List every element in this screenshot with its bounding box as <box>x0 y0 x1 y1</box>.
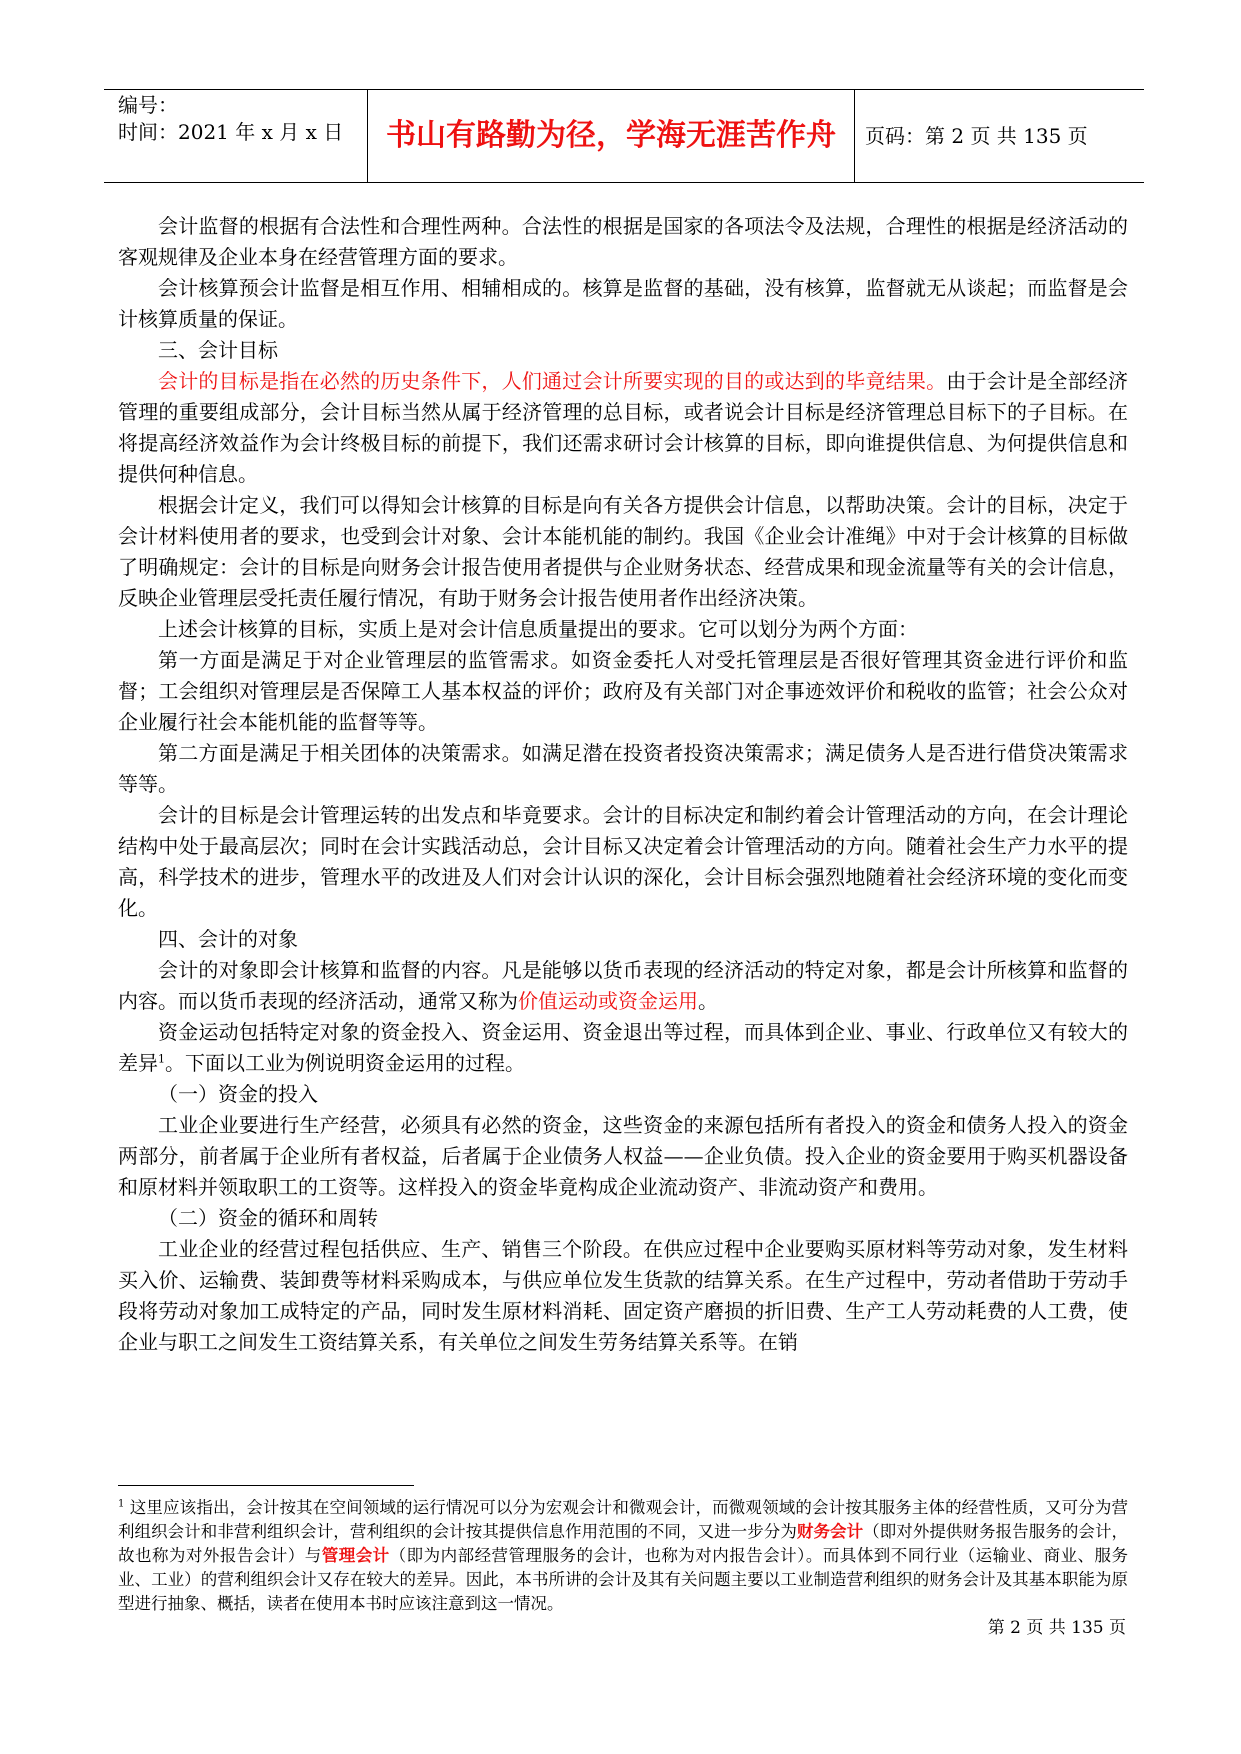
footnote-reference[interactable]: 1 <box>158 1052 165 1066</box>
page-header <box>104 89 1144 183</box>
footnote-text: （即对外提供财务报告服务的会计，故也称为对外报告会计）与 <box>118 1522 1129 1565</box>
footnote-text: （即为内部经营管理服务的会计，也称为对内报告会计）。而具体到不同行业（运输业、商业、服务业、工业）的营利组织会计又存在较大的差异。因此，本书所讲的会计及其有关问题主要以工业制造营利组织的财务会计及其基本职能为原型进行抽象、概括，读者在使用本书时应该注意到这一情况。 <box>118 1546 1129 1613</box>
paragraph-text: 由于会计是全部经济管理的重要组成部分，会计目标当然从属于经济管理的总目标，或者说会计目标是经济管理总目标下的子目标。在将提高经济效益作为会计终极目标的前提下，我们还需求研讨会计核算的目标，即向谁提供信息、为何提供信息和提供何种信息。 <box>118 369 1128 486</box>
header-info-cell <box>104 90 368 182</box>
subsection-heading: （二）资金的循环和周转 <box>158 1206 378 1230</box>
paragraph: 根据会计定义，我们可以得知会计核算的目标是向有关各方提供会计信息，以帮助决策。会计的目标，决定于会计材料使用者的要求，也受到会计对象、会计本能机能的制约。我国《企业会计准绳》中对于会计核算的目标做了明确规定：会计的目标是向财务会计报告使用者提供与企业财务状态、经营成果和现金流量等有关的会计信息，反映企业管理层受托责任履行情况，有助于财务会计报告使用者作出经济决策。 <box>118 493 1128 610</box>
highlighted-definition: 会计的目标是指在必然的历史条件下，人们通过会计所要实现的目的或达到的毕竟结果。 <box>158 369 947 393</box>
paragraph-text: 。 <box>698 989 718 1013</box>
page-footer: 第 2 页 共 135 页 <box>987 1618 1126 1638</box>
header-page-cell <box>855 90 1144 182</box>
document-time-label: 时间：2021 年 x 月 x 日 <box>118 120 344 144</box>
paragraph-text: 会计的对象即会计核算和监督的内容。凡是能够以货币表现的经济活动的特定对象，都是会计所核算和监督的内容。而以货币表现的经济活动，通常又称为 <box>118 958 1128 1013</box>
highlighted-term: 价值运动或资金运用 <box>518 989 698 1013</box>
footnote-marker: 1 <box>118 1498 125 1510</box>
footnote-text: 这里应该指出，会计按其在空间领域的运行情况可以分为宏观会计和微观会计，而微观领域的会计按其服务主体的经营性质，又可分为营利组织会计和非营利组织会计，营利组织的会计按其提供信息作用范围的不同，又进一步分为 <box>118 1498 1129 1541</box>
document-body <box>118 211 1128 1358</box>
paragraph: 工业企业的经营过程包括供应、生产、销售三个阶段。在供应过程中企业要购买原材料等劳动对象，发生材料买入价、运输费、装卸费等材料采购成本，与供应单位发生货款的结算关系。在生产过程中，劳动者借助于劳动手段将劳动对象加工成特定的产品，同时发生原材料消耗、固定资产磨损的折旧费、生产工人劳动耗费的人工费，使企业与职工之间发生工资结算关系，有关单位之间发生劳务结算关系等。在销 <box>118 1237 1128 1354</box>
subsection-heading: （一）资金的投入 <box>158 1082 318 1106</box>
paragraph-text: 资金运动包括特定对象的资金投入、资金运用、资金退出等过程，而具体到企业、事业、行政单位又有较大的差异 <box>118 1020 1128 1075</box>
header-page-info: 页码：第 2 页 共 135 页 <box>865 124 1088 148</box>
paragraph <box>118 1017 1128 1079</box>
footnote-separator <box>118 1485 414 1486</box>
paragraph-text: 。下面以工业为例说明资金运用的过程。 <box>165 1051 525 1075</box>
paragraph: 上述会计核算的目标，实质上是对会计信息质量提出的要求。它可以划分为两个方面： <box>158 617 918 641</box>
paragraph: 工业企业要进行生产经营，必须具有必然的资金，这些资金的来源包括所有者投入的资金和债务人投入的资金两部分，前者属于企业所有者权益，后者属于企业债务人权益——企业负债。投入企业的资金要用于购买机器设备和原材料并领取职工的工资等。这样投入的资金毕竟构成企业流动资产、非流动资产和费用。 <box>118 1113 1128 1199</box>
footnote <box>118 1496 1128 1616</box>
section-heading: 四、会计的对象 <box>158 927 298 951</box>
footnote-term-management-accounting: 管理会计 <box>321 1546 390 1565</box>
paragraph <box>118 366 1128 490</box>
paragraph: 会计监督的根据有合法性和合理性两种。合法性的根据是国家的各项法令及法规，合理性的根据是经济活动的客观规律及企业本身在经营管理方面的要求。 <box>118 214 1128 269</box>
paragraph: 会计核算预会计监督是相互作用、相辅相成的。核算是监督的基础，没有核算，监督就无从谈起；而监督是会计核算质量的保证。 <box>118 276 1128 331</box>
header-motto-cell <box>368 90 855 182</box>
section-heading: 三、会计目标 <box>158 338 278 362</box>
document-number-label: 编号： <box>118 93 178 117</box>
paragraph: 会计的目标是会计管理运转的出发点和毕竟要求。会计的目标决定和制约着会计管理活动的方向，在会计理论结构中处于最高层次；同时在会计实践活动总，会计目标又决定着会计管理活动的方向。随着社会生产力水平的提高，科学技术的进步，管理水平的改进及人们对会计认识的深化，会计目标会强烈地随着社会经济环境的变化而变化。 <box>118 803 1128 920</box>
header-motto: 书山有路勤为径，学海无涯苦作舟 <box>386 118 836 153</box>
paragraph <box>118 955 1128 1017</box>
paragraph: 第二方面是满足于相关团体的决策需求。如满足潜在投资者投资决策需求；满足债务人是否进行借贷决策需求等等。 <box>118 741 1128 796</box>
footnote-term-financial-accounting: 财务会计 <box>796 1522 864 1541</box>
paragraph: 第一方面是满足于对企业管理层的监管需求。如资金委托人对受托管理层是否很好管理其资金进行评价和监督；工会组织对管理层是否保障工人基本权益的评价；政府及有关部门对企事迹效评价和税收的监管；社会公众对企业履行社会本能机能的监督等等。 <box>118 648 1128 734</box>
